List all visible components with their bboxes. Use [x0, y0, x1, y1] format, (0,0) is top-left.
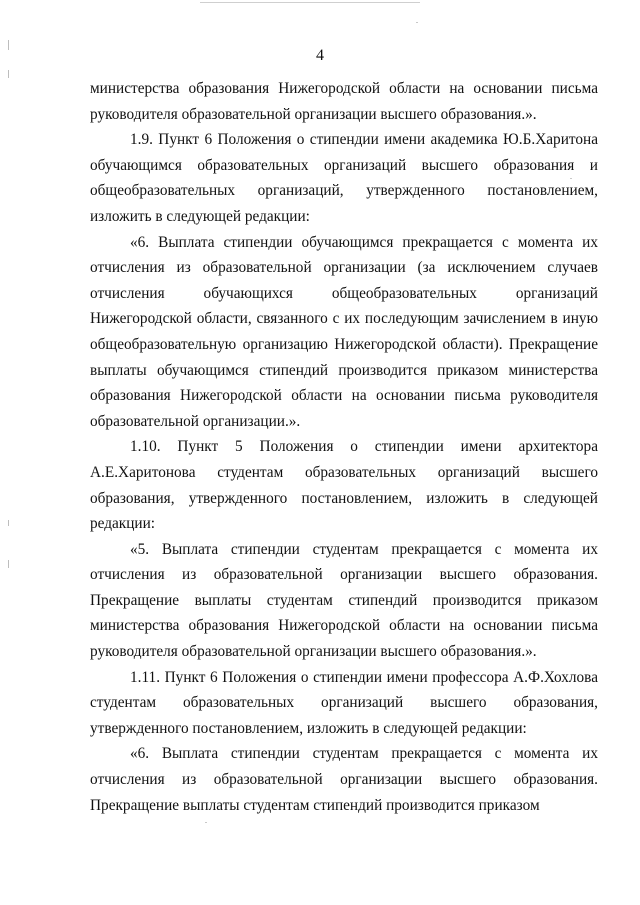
- paragraph-item-1-11: 1.11. Пункт 6 Положения о стипендии имени профессора А.Ф.Хохлова студентам образовательных организаций высшего образования, утвержденного постановлением, изложить в следующей редакции:: [90, 668, 598, 737]
- page-number: 4: [316, 47, 324, 64]
- paragraph-quote-6-khokhlova: «6. Выплата стипендии студентам прекращается с момента их отчисления из образовательной организации высшего образования. Прекращение выплаты студентам стипендий производится приказом: [90, 745, 598, 814]
- scan-noise: [416, 22, 418, 23]
- paragraph-item-1-9: 1.9. Пункт 6 Положения о стипендии имени академика Ю.Б.Харитона обучающимся образовательных организаций высшего образования и общеобразовательных организаций, утвержденного постановлением, изложить в следующей редакции:: [90, 131, 598, 225]
- paragraph-quote-5-kharitonova: «5. Выплата стипендии студентам прекращается с момента их отчисления из образовательной организации высшего образования. Прекращение выплаты студентам стипендий производится приказом министерства образования Нижегородской области на основании письма руководителя образовательной организации высшего образования.».: [90, 540, 598, 661]
- paragraph-quote-6-kharitona: «6. Выплата стипендии обучающимся прекращается с момента их отчисления из образовательной организации (за исключением случаев отчисления обучающихся общеобразовательных организаций Нижегородской области, связанного с их последующим зачислением в иную общеобразовательную организацию Нижегородской области). Прекращение выплаты обучающимся стипендий производится приказом министерства образования Нижегородской области на основании письма руководителя образовательной организации.».: [90, 233, 598, 430]
- scan-noise: [205, 822, 207, 823]
- scan-edge-line: [200, 2, 420, 3]
- scan-edge-mark: [8, 70, 9, 78]
- document-body: [90, 76, 598, 818]
- paragraph-continuation: министерства образования Нижегородской области на основании письма руководителя образовательной организации высшего образования.».: [90, 80, 598, 123]
- paragraph-item-1-10: 1.10. Пункт 5 Положения о стипендии имени архитектора А.Е.Харитонова студентам образовательных организаций высшего образования, утвержденного постановлением, изложить в следующей редакции:: [90, 438, 598, 533]
- scan-edge-mark: [8, 560, 9, 568]
- scan-edge-mark: [8, 520, 9, 526]
